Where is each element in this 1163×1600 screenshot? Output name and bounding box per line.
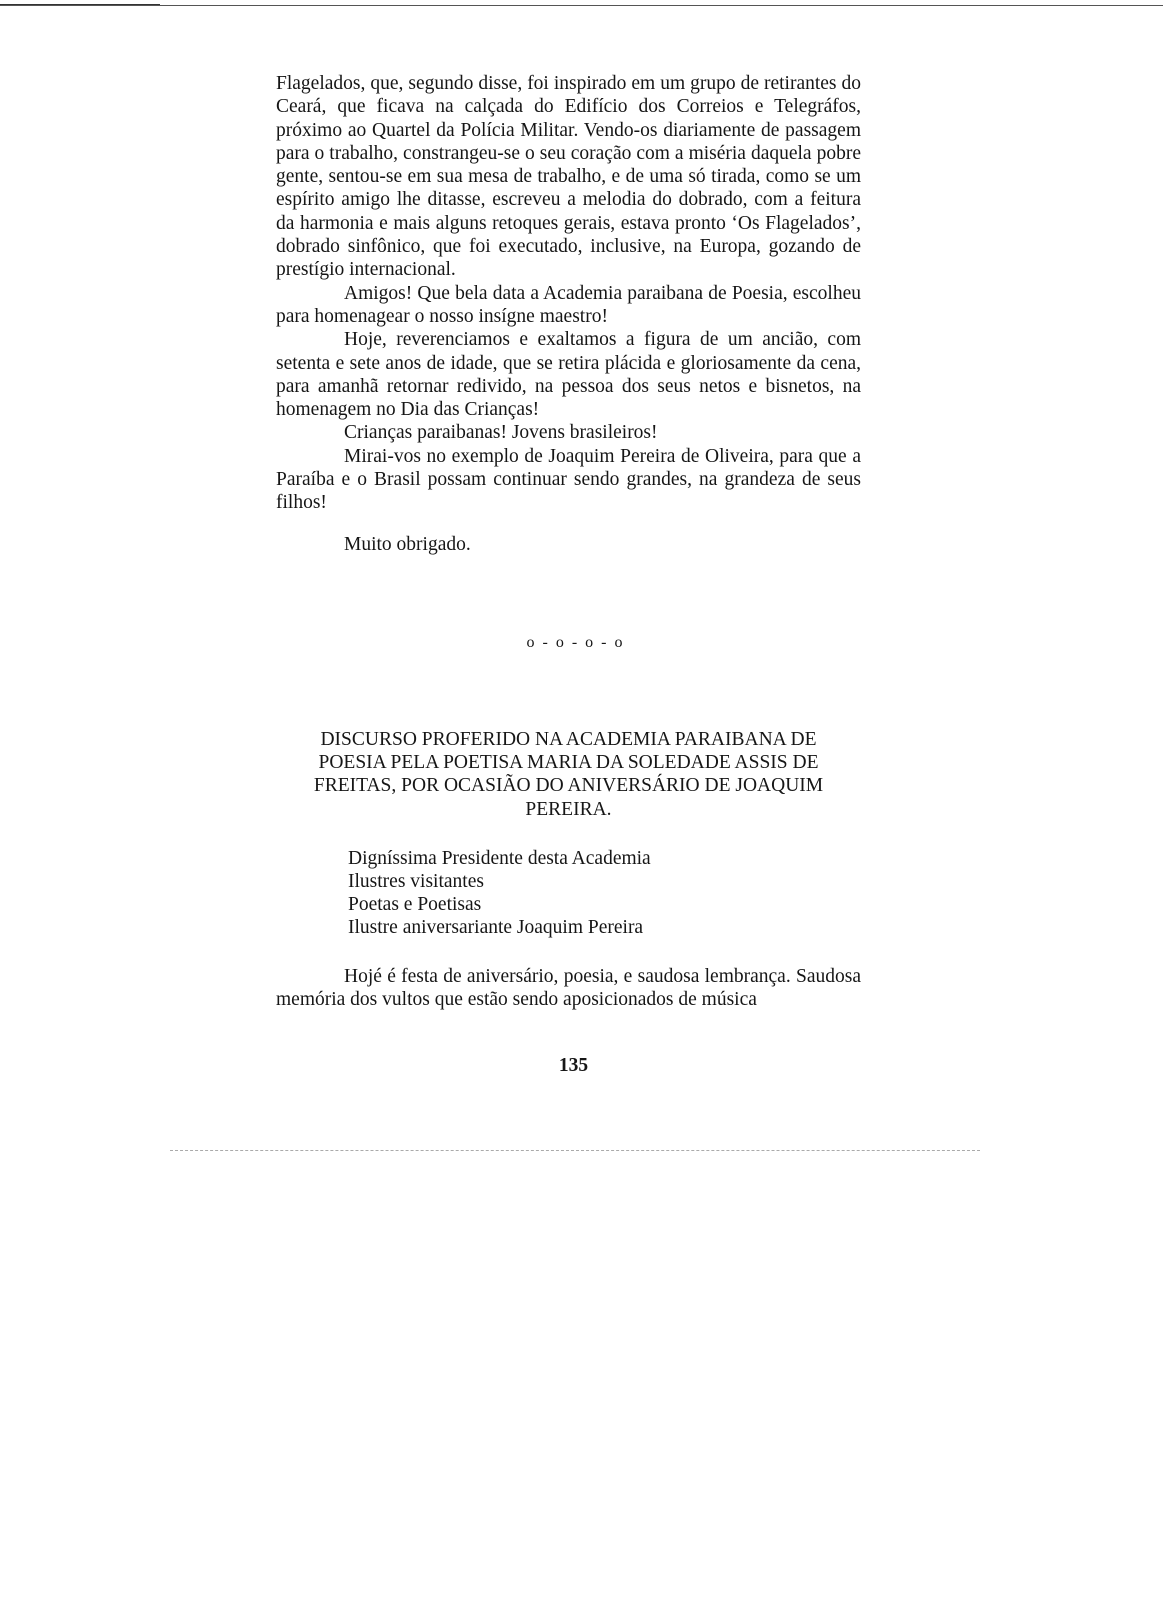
salutation-line: Ilustres visitantes	[348, 870, 484, 892]
salutation-line: Ilustre aniversariante Joaquim Pereira	[348, 916, 644, 938]
body-paragraph-mirai: Mirai-vos no exemplo de Joaquim Pereira de Oliveira, para que a Paraíba e o Brasil possam continuar sendo grandes, na grandeza de seus filhos!	[276, 445, 861, 514]
scan-edge-line	[0, 5, 1163, 6]
section-separator: o - o - o - o	[526, 633, 625, 651]
body-paragraph-criancas: Crianças paraibanas! Jovens brasileiros!	[344, 422, 658, 444]
page-number: 135	[558, 1055, 589, 1077]
body-paragraph-flagelados: Flagelados, que, segundo disse, foi inspirado em um grupo de retirantes do Ceará, que ficava na calçada do Edifício dos Correios e Telegráfos, próximo ao Quartel da Polícia Militar. Vendo-os diariamente de passagem para o trabalho, constrangeu-se o seu coração com a miséria daquela pobre gente, sentou-se em sua mesa de trabalho, e de uma só tirada, como se um espírito amigo lhe ditasse, escreveu a melodia do dobrado, com a feitura da harmonia e mais alguns retoques gerais, estava pronto ‘Os Flagelados’, dobrado sinfônico, que foi executado, inclusive, na Europa, gozando de prestígio internacional.	[276, 73, 861, 281]
scan-bottom-line	[170, 1150, 980, 1151]
body-paragraph-hoje: Hoje, reverenciamos e exaltamos a figura de um ancião, com setenta e sete anos de idade, que se retira plácida e gloriosamente da cena, para amanhã retornar redivido, na pessoa dos seus netos e bisnetos, na homenagem no Dia das Crianças!	[276, 329, 861, 421]
document-page	[276, 72, 861, 1077]
salutation-line: Poetas e Poetisas	[348, 893, 482, 915]
salutations-list	[348, 847, 861, 939]
speech-opening-paragraph: Hojé é festa de aniversário, poesia, e saudosa lembrança. Saudosa memória dos vultos que estão sendo aposicionados de música	[276, 965, 861, 1011]
closing-thanks: Muito obrigado.	[344, 533, 471, 555]
salutation-line: Digníssima Presidente desta Academia	[348, 847, 651, 869]
body-paragraph-amigos: Amigos! Que bela data a Academia paraibana de Poesia, escolheu para homenagear o nosso insígne maestro!	[276, 282, 861, 327]
speech-heading: DISCURSO PROFERIDO NA ACADEMIA PARAIBANA DE POESIA PELA POETISA MARIA DA SOLEDADE ASSIS DE FREITAS, POR OCASIÃO DO ANIVERSÁRIO DE JOAQUIM PEREIRA.	[313, 728, 824, 820]
